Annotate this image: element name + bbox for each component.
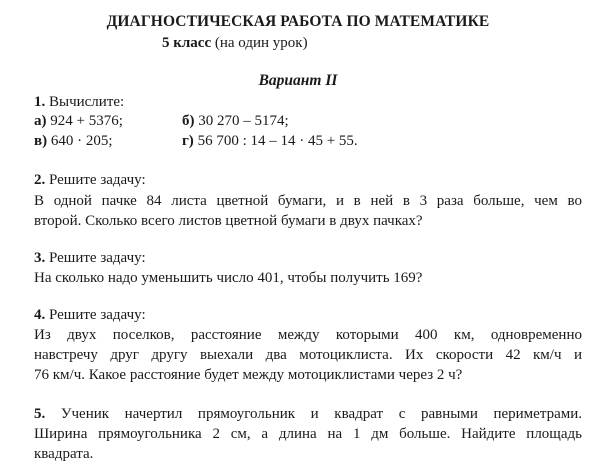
task3-text [34, 268, 582, 288]
task1-number: 1. [34, 94, 46, 110]
task4-number: 4. [34, 307, 46, 323]
task5-text [34, 404, 582, 464]
task3-header [34, 250, 146, 267]
task1-item-d-expr: 56 700 : 14 – 14 · 45 + 55. [197, 133, 358, 149]
task2-prompt: Решите задачу: [49, 172, 146, 188]
task1-header [34, 94, 124, 111]
task5-line-3: квадрата. [34, 446, 94, 462]
task4-line-2: навстречу друг другу выехали два мотоциклиста. Их скорости 42 км/ч и [34, 347, 582, 363]
task3-line-1: На сколько надо уменьшить число 401, чтобы получить 169? [34, 270, 423, 286]
task1-item-c-expr: 640 · 205; [50, 133, 113, 149]
task5-line-1-text: Ученик начертил прямоугольник и квадрат с равными периметрами. [60, 406, 582, 422]
task1-item-d [182, 133, 358, 150]
task3-prompt: Решите задачу: [49, 250, 146, 266]
task1-item-d-letter: г) [182, 133, 194, 149]
task4-text [34, 325, 582, 385]
task1-item-c-letter: в) [34, 133, 48, 149]
page-title: ДИАГНОСТИЧЕСКАЯ РАБОТА ПО МАТЕМАТИКЕ [106, 13, 490, 30]
task1-item-a-letter: а) [34, 113, 47, 129]
task5-line-2: Ширина прямоугольника 2 см, а длина на 1 дм больше. Найдите площадь [34, 426, 582, 442]
task1-item-a-expr: 924 + 5376; [50, 113, 123, 129]
grade-note: (на один урок) [214, 35, 308, 51]
task2-line-1: В одной пачке 84 листа цветной бумаги, и в ней в 3 раза больше, чем во [34, 193, 582, 209]
task1-item-a [34, 113, 123, 130]
task1-prompt: Вычислите: [49, 94, 125, 110]
task5-number: 5. [34, 406, 46, 422]
task2-number: 2. [34, 172, 46, 188]
grade-label: 5 класс [162, 35, 212, 51]
task1-item-b [182, 113, 289, 130]
task2-text [34, 191, 582, 231]
task4-prompt: Решите задачу: [49, 307, 146, 323]
task4-line-3: 76 км/ч. Какое расстояние будет между мотоциклистами через 2 ч? [34, 367, 463, 383]
task4-header [34, 307, 146, 324]
task2-line-2: второй. Сколько всего листов цветной бумаги в двух пачках? [34, 213, 423, 229]
task2-header [34, 172, 146, 189]
variant-heading: Вариант II [258, 72, 338, 89]
task1-item-c [34, 133, 113, 150]
task5-line-1 [34, 404, 582, 424]
task1-item-b-expr: 30 270 – 5174; [198, 113, 289, 129]
task3-number: 3. [34, 250, 46, 266]
task1-item-b-letter: б) [182, 113, 195, 129]
grade-line [162, 35, 308, 52]
task4-line-1: Из двух поселков, расстояние между которыми 400 км, одновременно [34, 327, 582, 343]
